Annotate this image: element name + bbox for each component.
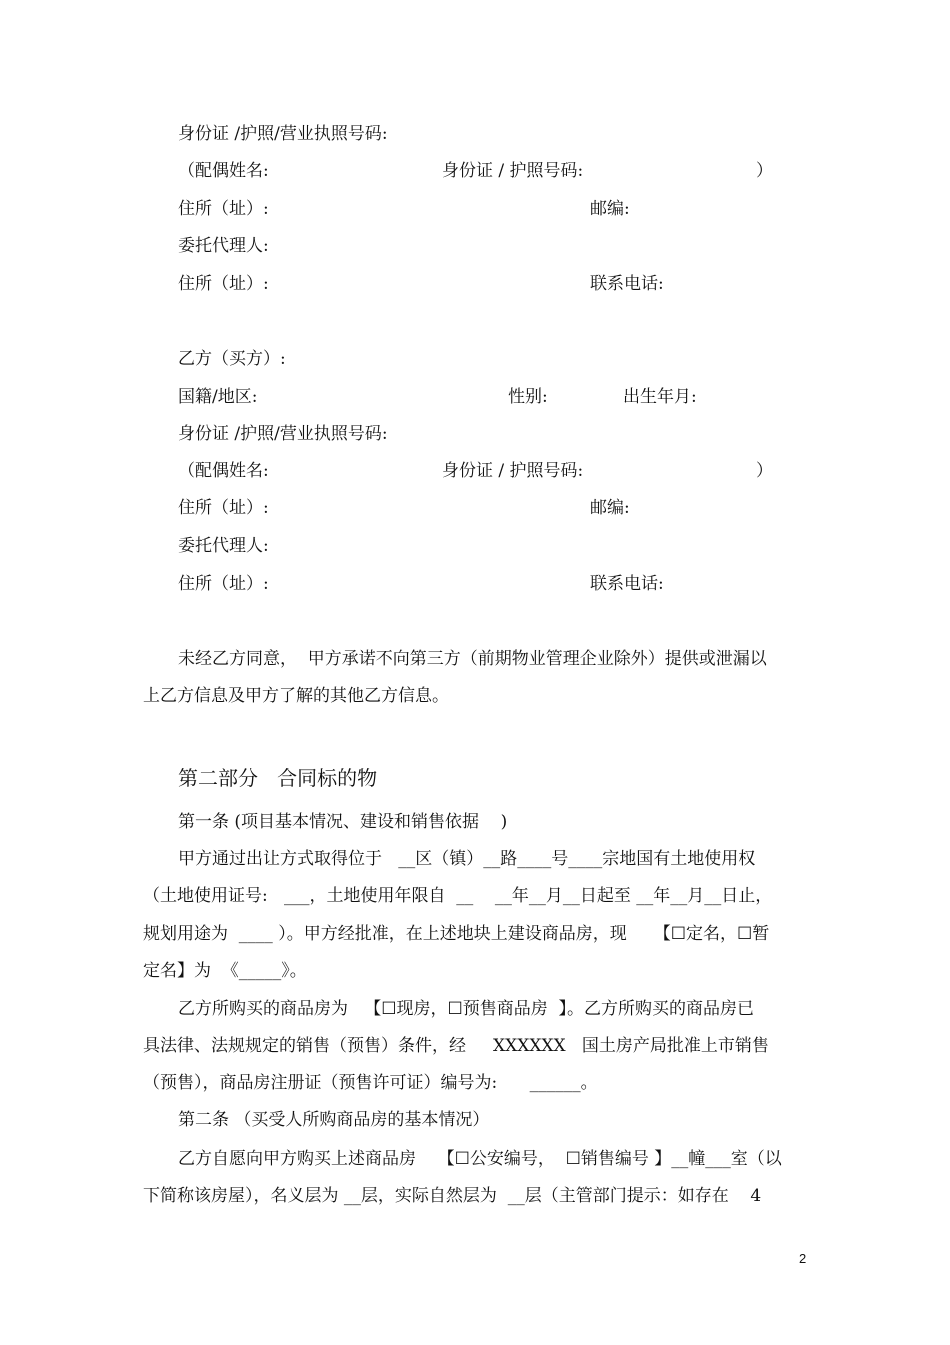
partyB-spouse-id-label: 身份证 / 护照号码: [442, 461, 584, 481]
article2-para1-line1: 乙方自愿向甲方购买上述商品房 【☐公安编号， ☐销售编号 】__幢___室（以 [178, 1149, 782, 1169]
partyA-postcode-label: 邮编: [590, 199, 630, 219]
partyB-address-label: 住所（址）: [178, 498, 269, 518]
partyB-birth-label: 出生年月: [623, 387, 697, 407]
part2-heading: 第二部分 合同标的物 [178, 766, 378, 790]
article1-para2-line2: 具法律、法规规定的销售（预售）条件，经 XXXXXX 国土房产局批准上市销售 [143, 1036, 769, 1056]
partyB-nationality-label: 国籍/地区: [178, 387, 258, 407]
partyB-agent-address-label: 住所（址）: [178, 574, 269, 594]
partyA-address-label: 住所（址）: [178, 199, 269, 219]
partyA-agent-address-label: 住所（址）: [178, 274, 269, 294]
article1-para1-line2: （土地使用证号: ___，土地使用年限自 __ __年__月__日起至 __年__月__日止， [143, 886, 773, 906]
partyA-id-label: 身份证 /护照/营业执照号码: [178, 124, 388, 144]
partyB-id-label: 身份证 /护照/营业执照号码: [178, 424, 388, 444]
partyB-agent-label: 委托代理人: [178, 536, 269, 556]
article1-title: 第一条 (项目基本情况、建设和销售依据 ) [178, 812, 508, 832]
article1-para2-line3: （预售），商品房注册证（预售许可证）编号为: ______。 [143, 1073, 598, 1093]
article1-para1-line3: 规划用途为 ____ ）。甲方经批准，在上述地块上建设商品房，现 【☐定名，☐暂 [143, 924, 770, 944]
partyB-gender-label: 性别: [508, 387, 548, 407]
article1-para2-line1: 乙方所购买的商品房为 【☐现房，☐预售商品房 】。乙方所购买的商品房已 [178, 999, 754, 1019]
partyB-spouse-close-paren: ） [756, 461, 773, 481]
article1-para1-line1: 甲方通过出让方式取得位于 __区（镇）__路____号____宗地国有土地使用权 [178, 849, 756, 869]
partyA-spouse-close-paren: ） [756, 161, 773, 181]
partyA-spouse-name-label: （配偶姓名: [178, 161, 269, 181]
partyB-phone-label: 联系电话: [590, 574, 664, 594]
partyB-title: 乙方（买方）: [178, 349, 286, 369]
article2-para1-line2: 下简称该房屋），名义层为 __层，实际自然层为 __层（主管部门提示：如存在 4 [143, 1186, 762, 1206]
page-number: 2 [799, 1251, 807, 1266]
article1-para1-line4: 定名】为 《_____》。 [143, 961, 307, 981]
partyA-agent-label: 委托代理人: [178, 236, 269, 256]
partyB-spouse-name-label: （配偶姓名: [178, 461, 269, 481]
article2-title: 第二条 （买受人所购商品房的基本情况） [178, 1110, 490, 1130]
partyA-spouse-id-label: 身份证 / 护照号码: [442, 161, 584, 181]
partyB-postcode-label: 邮编: [590, 498, 630, 518]
privacy-line-1: 未经乙方同意， 甲方承诺不向第三方（前期物业管理企业除外）提供或泄漏以 [178, 649, 767, 669]
privacy-line-2: 上乙方信息及甲方了解的其他乙方信息。 [143, 686, 449, 706]
partyA-phone-label: 联系电话: [590, 274, 664, 294]
